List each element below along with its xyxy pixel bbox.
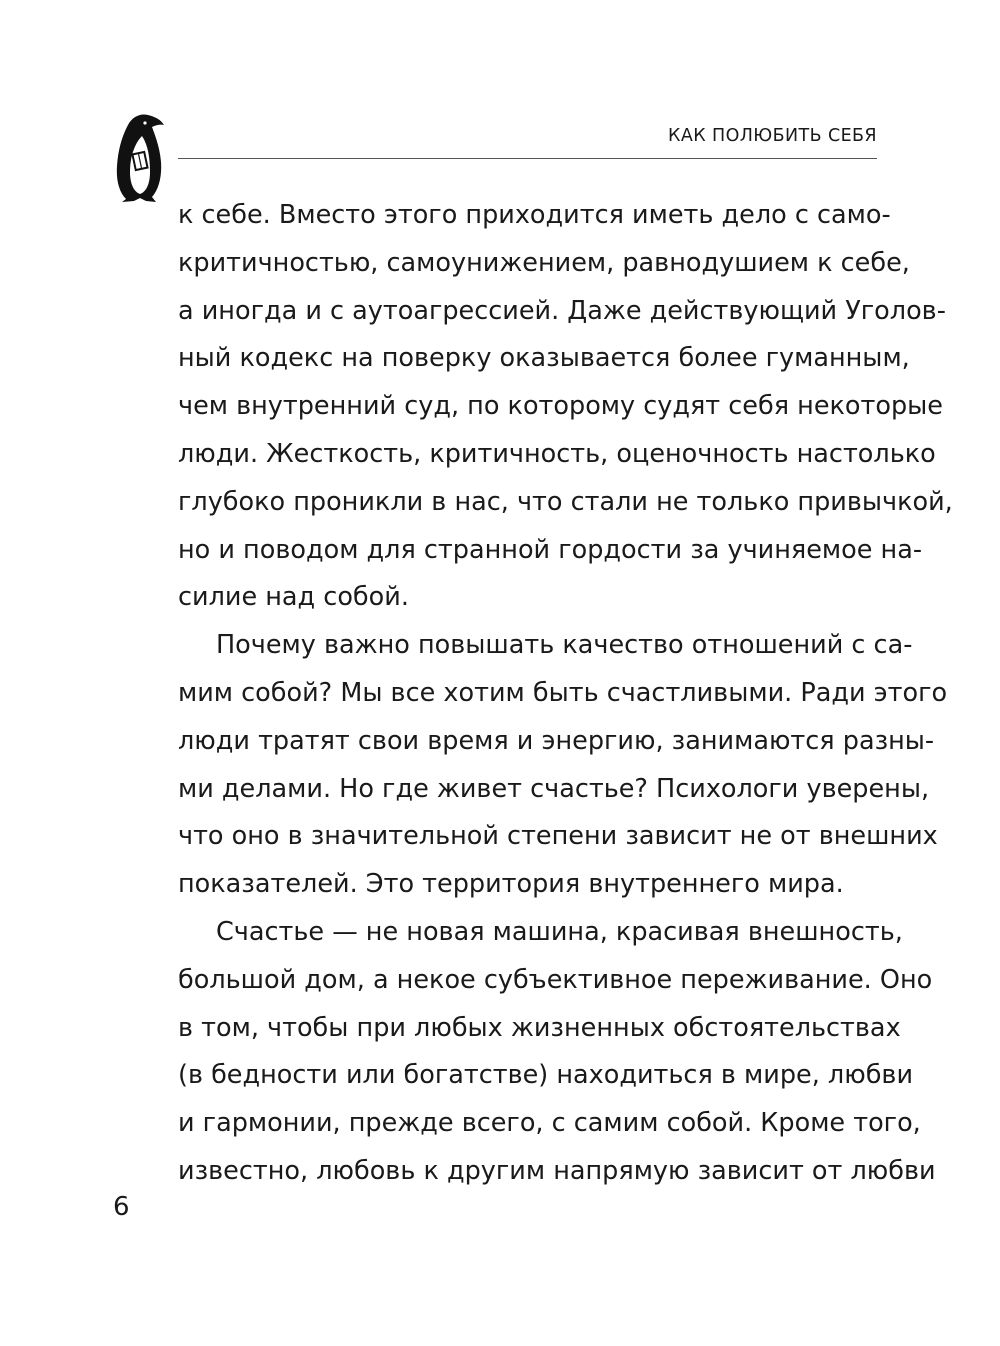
text-line: мим собой? Мы все хотим быть счастливыми. Ради этого bbox=[178, 677, 948, 708]
penguin-logo-icon bbox=[112, 112, 168, 204]
text-line: показателей. Это территория внутреннего мира. bbox=[178, 869, 844, 900]
text-line: Счастье — не новая машина, красивая внешность, bbox=[216, 916, 903, 947]
text-line: люди тратят свои время и энергию, занимаются разны- bbox=[178, 725, 935, 756]
text-line: к себе. Вместо этого приходится иметь дело с само- bbox=[178, 200, 891, 230]
text-line: что оно в значительной степени зависит не от внешних bbox=[178, 821, 938, 852]
text-line: но и поводом для странной гордости за учиняемое на- bbox=[178, 534, 923, 565]
text-line: ми делами. Но где живет счастье? Психологи уверены, bbox=[178, 773, 930, 804]
text-line: известно, любовь к другим напрямую зависит от любви bbox=[178, 1155, 936, 1186]
header-rule bbox=[178, 158, 877, 159]
text-line: глубоко проникли в нас, что стали не только привычкой, bbox=[178, 486, 953, 517]
text-line: в том, чтобы при любых жизненных обстоятельствах bbox=[178, 1012, 901, 1043]
text-line: чем внутренний суд, по которому судят себя некоторые bbox=[178, 391, 943, 422]
text-line: ный кодекс на поверку оказывается более гуманным, bbox=[178, 343, 910, 374]
running-head: КАК ПОЛЮБИТЬ СЕБЯ bbox=[668, 126, 877, 146]
text-line: (в бедности или богатстве) находиться в мире, любви bbox=[178, 1060, 914, 1091]
text-line: критичностью, самоунижением, равнодушием к себе, bbox=[178, 247, 910, 278]
page-number: 6 bbox=[113, 1192, 130, 1222]
text-line: а иногда и с аутоагрессией. Даже действующий Уголов- bbox=[178, 295, 946, 326]
text-line: большой дом, а некое субъективное переживание. Оно bbox=[178, 964, 933, 995]
text-line: силие над собой. bbox=[178, 582, 409, 613]
text-line: люди. Жесткость, критичность, оценочность настолько bbox=[178, 438, 936, 469]
text-line: и гармонии, прежде всего, с самим собой. Кроме того, bbox=[178, 1108, 921, 1139]
text-line: Почему важно повышать качество отношений с са- bbox=[216, 630, 913, 661]
body-text bbox=[178, 192, 953, 1196]
